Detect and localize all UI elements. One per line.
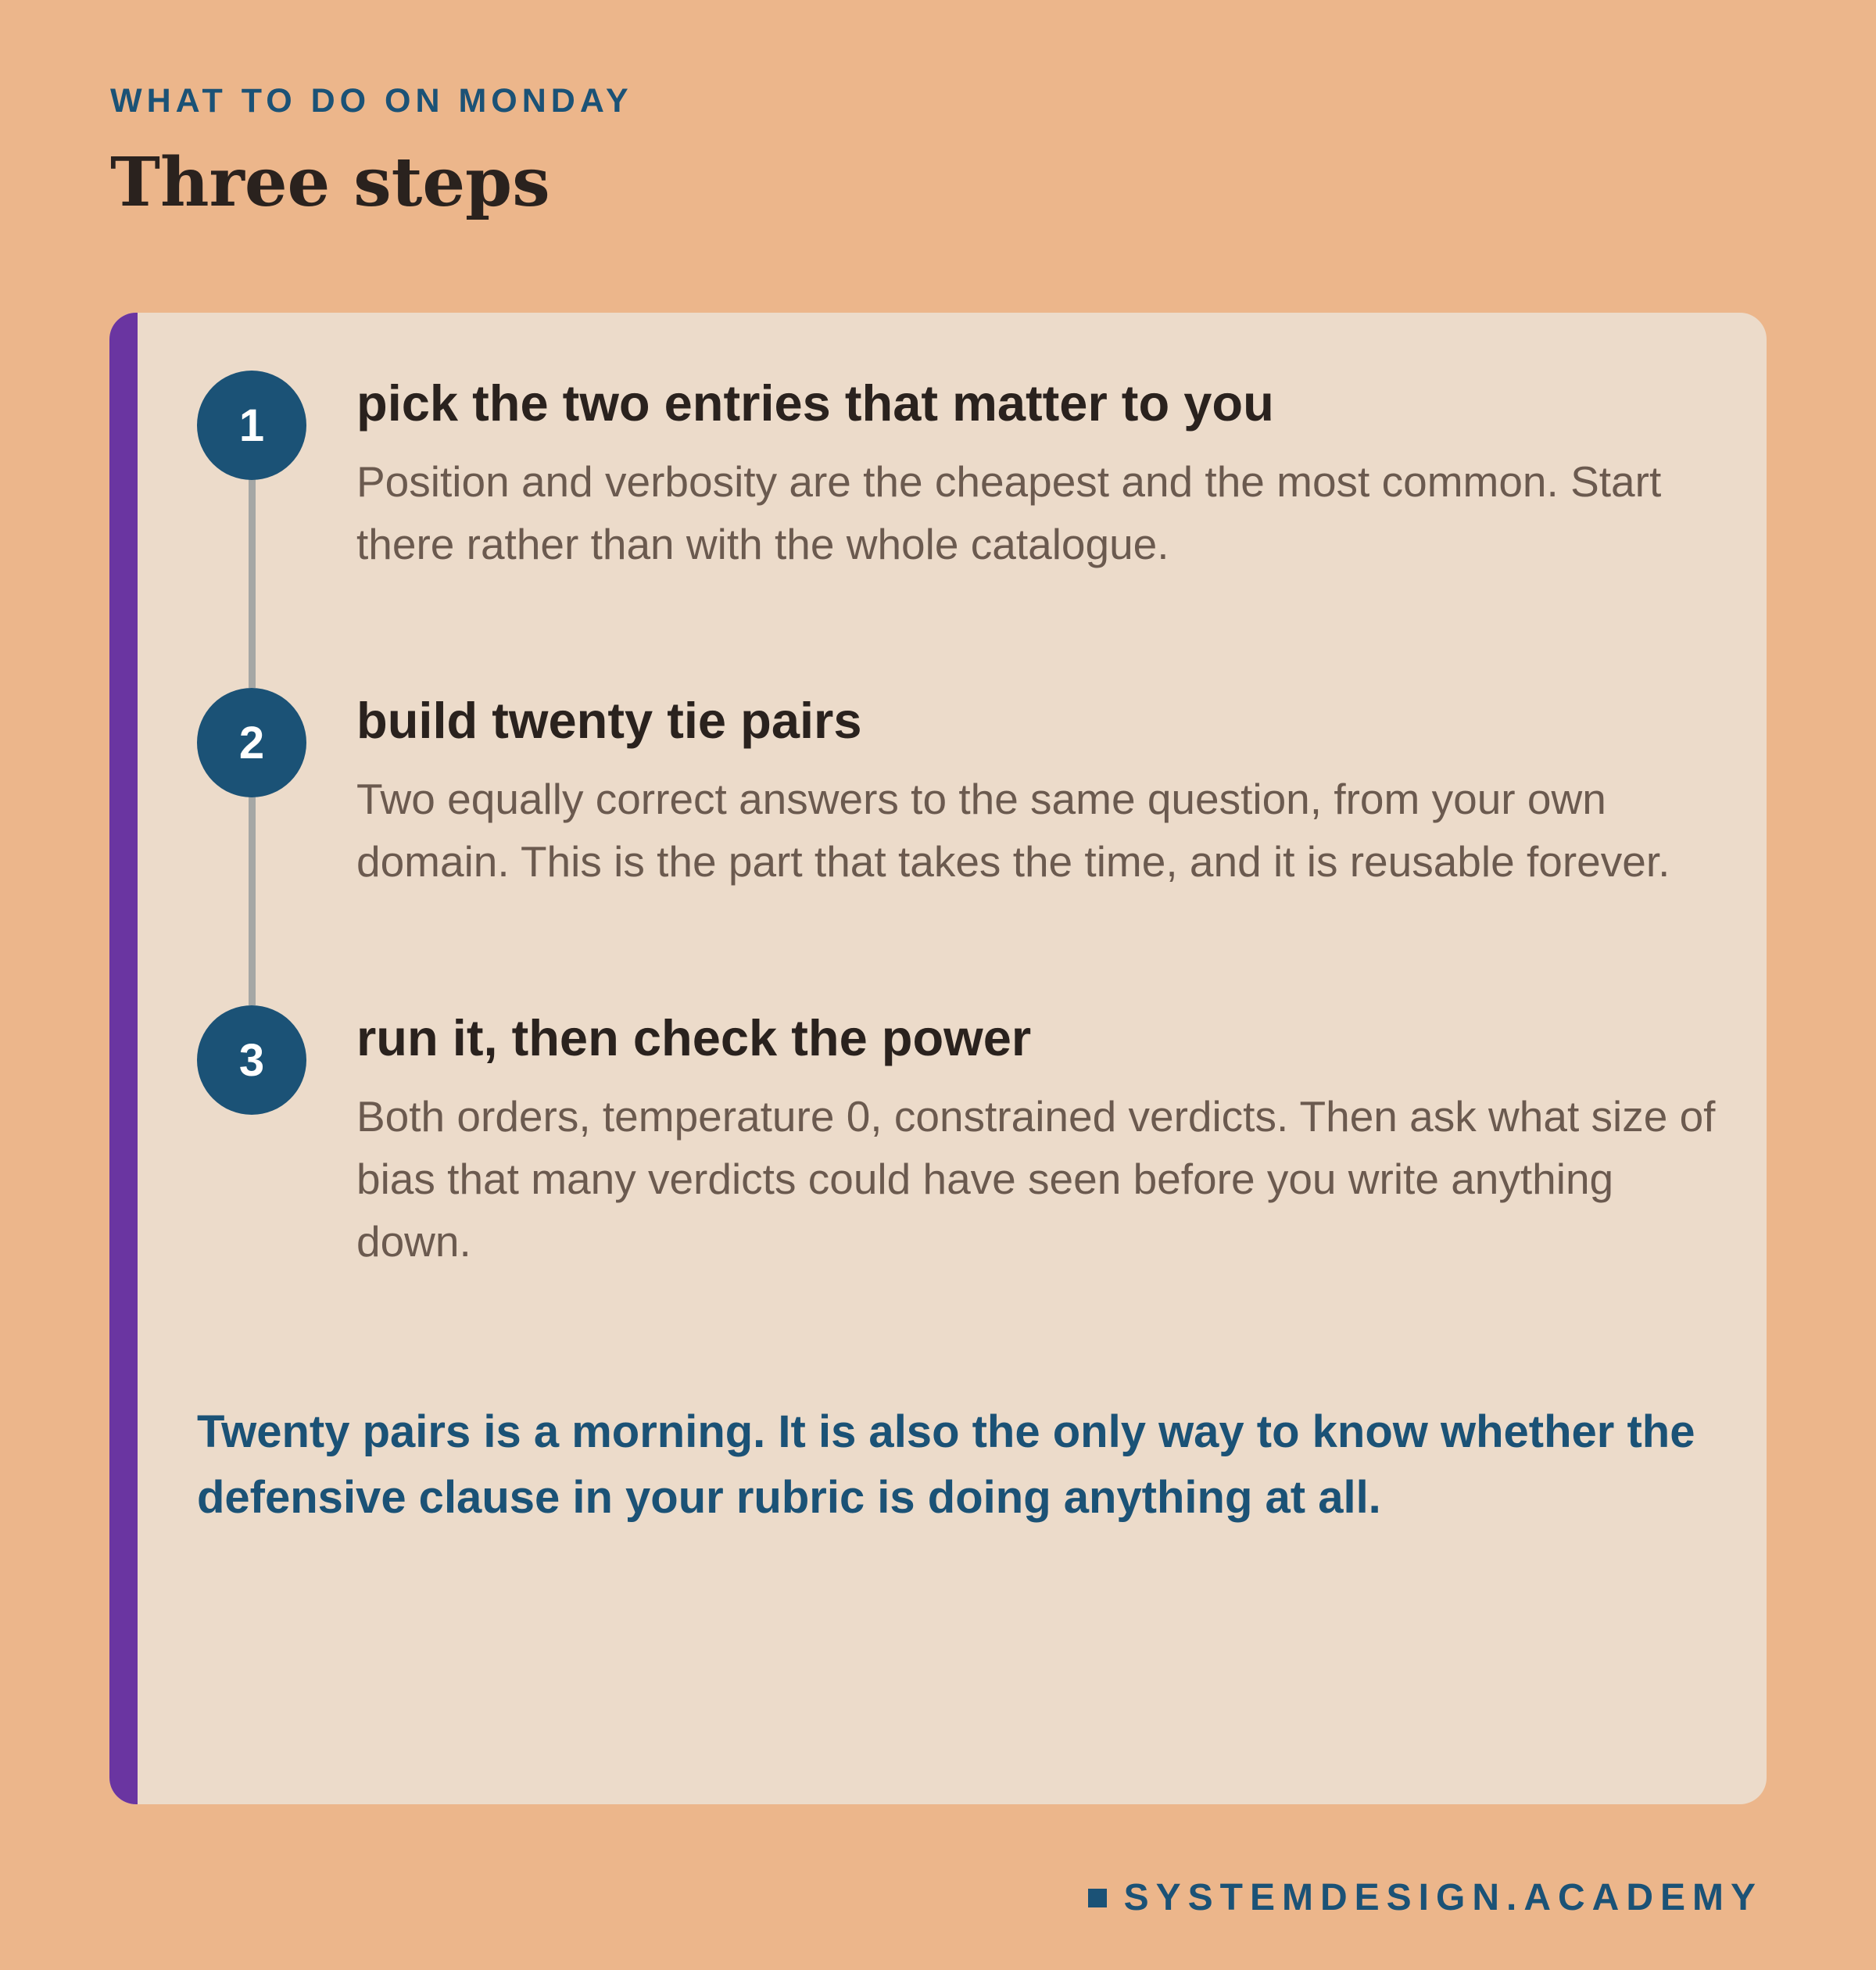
step-number-badge: 2 <box>197 688 306 797</box>
step-description: Two equally correct answers to the same question, from your own domain. This is the part that takes the time, and it is reusable forever. <box>356 775 1670 886</box>
step-title: pick the two entries that matter to you <box>356 374 1274 432</box>
callout-text: Twenty pairs is a morning. It is also the only way to know whether the defensive clause in your rubric is doing anything at all. <box>197 1406 1695 1523</box>
brand-square-icon <box>1088 1889 1107 1907</box>
step-number-badge: 3 <box>197 1005 306 1115</box>
accent-bar <box>109 313 138 1804</box>
page-title: Three steps <box>110 143 550 222</box>
step-number-badge: 1 <box>197 371 306 480</box>
step-description: Position and verbosity are the cheapest and the most common. Start there rather than with the whole catalogue. <box>356 457 1662 568</box>
steps-card <box>109 313 1767 1804</box>
step-description: Both orders, temperature 0, constrained verdicts. Then ask what size of bias that many verdicts could have seen before you write anything down. <box>356 1092 1716 1266</box>
footer-brand <box>1088 1876 1763 1919</box>
eyebrow-label: WHAT TO DO ON MONDAY <box>110 82 633 120</box>
step-title: run it, then check the power <box>356 1009 1032 1066</box>
step-title: build twenty tie pairs <box>356 692 862 749</box>
brand-name: SYSTEMDESIGN.ACADEMY <box>1123 1877 1763 1918</box>
